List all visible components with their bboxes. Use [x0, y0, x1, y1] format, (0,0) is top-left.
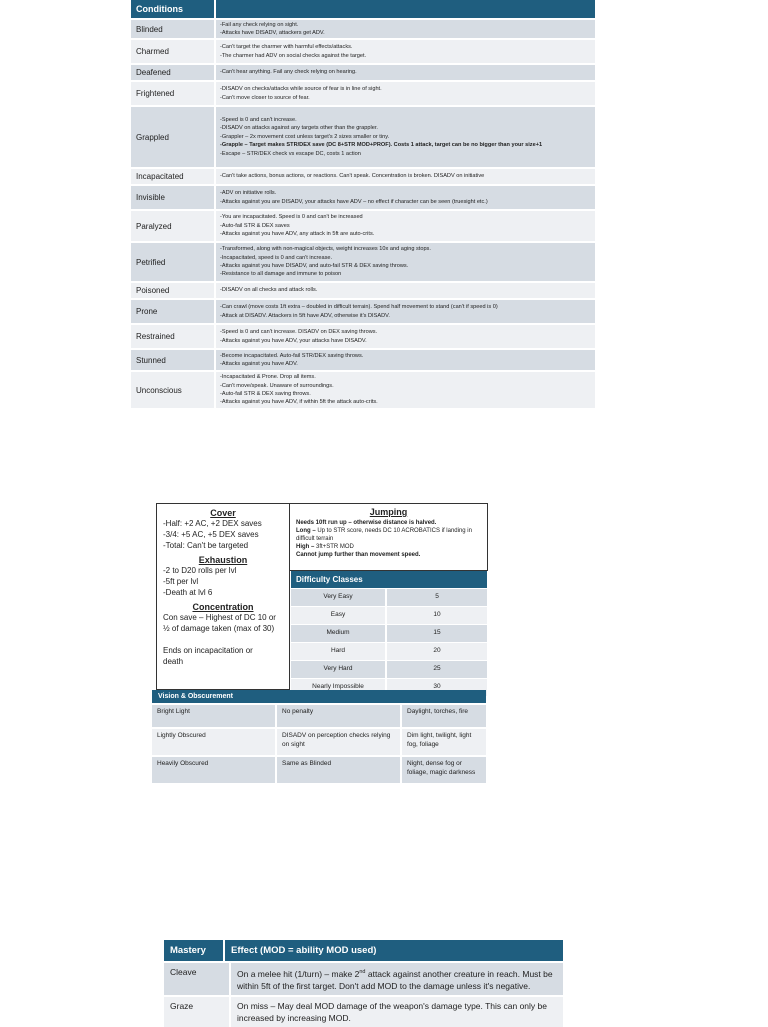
- jumping-lines: [296, 519, 481, 559]
- difficulty-dc: 10: [433, 611, 441, 618]
- condition-effect-line: -Attacks have DISADV, attackers get ADV.: [220, 30, 325, 36]
- cover-lines: [157, 518, 289, 551]
- concentration-line: death: [163, 657, 184, 666]
- condition-effect: [216, 40, 595, 63]
- condition-row: [131, 209, 595, 241]
- conditions-header-blank: [216, 0, 595, 18]
- cover-title: Cover: [210, 508, 236, 518]
- condition-row: [131, 18, 595, 38]
- vision-row: [152, 755, 486, 783]
- difficulty-label: Nearly Impossible: [291, 679, 387, 696]
- difficulty-dc: 20: [433, 647, 441, 654]
- condition-effect-line: -Attacks against you have ADV.: [220, 361, 298, 367]
- condition-effect-line: -Speed is 0 and can't increase. DISADV on DEX saving throws.: [220, 329, 378, 336]
- difficulty-dc: 25: [433, 665, 441, 672]
- vision-cell: Night, dense fog or foliage, magic darkness: [407, 760, 476, 776]
- difficulty-dc: 15: [433, 629, 441, 636]
- condition-row: [131, 323, 595, 348]
- condition-effect-line: -Fail any check relying on sight.: [220, 21, 299, 28]
- difficulty-label: Easy: [291, 607, 387, 624]
- condition-effect-line: -Can crawl (move costs 1ft extra – doubled in difficult terrain). Spend half movement to stand (can't if speed is 0): [220, 304, 498, 311]
- mastery-header: Mastery: [164, 940, 225, 961]
- condition-effect-line: -Auto-fail STR & DEX saving throws.: [220, 391, 311, 397]
- condition-row: [131, 370, 595, 408]
- exhaustion-line: -Death at lvl 6: [163, 588, 213, 597]
- condition-name: Grappled: [131, 107, 216, 167]
- condition-name: Deafened: [131, 65, 216, 80]
- condition-name: Prone: [131, 300, 216, 323]
- condition-name: Frightened: [131, 82, 216, 105]
- condition-effect-line: -Incapacitated & Prone. Drop all items.: [220, 374, 316, 381]
- condition-effect-line: -DISADV on attacks against any targets other than the grappler.: [220, 125, 378, 132]
- condition-effect-line: -Can't move closer to source of fear.: [220, 94, 310, 101]
- condition-effect: [216, 372, 595, 408]
- condition-row: [131, 80, 595, 105]
- jumping-line: [296, 527, 481, 543]
- condition-effect-line: -ADV on initiative rolls.: [220, 190, 277, 197]
- exhaustion-line: -2 to D20 rolls per lvl: [163, 566, 237, 575]
- vision-cell: Lightly Obscured: [152, 729, 277, 755]
- mastery-effect: [231, 997, 563, 1027]
- vision-cell: Bright Light: [152, 705, 277, 727]
- condition-name: Blinded: [131, 20, 216, 38]
- jumping-line-text: 3ft+STR MOD: [316, 544, 354, 550]
- cover-line: -Half: +2 AC, +2 DEX saves: [163, 519, 262, 528]
- exhaustion-line: -5ft per lvl: [163, 577, 199, 586]
- mastery-body: [164, 961, 563, 1027]
- exhaustion-title: Exhaustion: [198, 555, 248, 565]
- concentration-line: Ends on incapacitation or: [163, 646, 253, 655]
- jumping-line: [296, 543, 481, 551]
- condition-effect-line: -Incapacitated, speed is 0 and can't increase.: [220, 254, 333, 261]
- condition-name: Charmed: [131, 40, 216, 63]
- condition-row: [131, 298, 595, 323]
- condition-name: Incapacitated: [131, 169, 216, 184]
- vision-row: [152, 727, 486, 755]
- mastery-effect: [231, 963, 563, 995]
- condition-effect-line: -Attacks against you have ADV, any attack in 5ft are auto-crits.: [220, 231, 375, 238]
- condition-effect-line: -Attacks against you have DISADV, and auto-fail STR & DEX saving throws.: [220, 263, 409, 269]
- jumping-box: [290, 503, 488, 571]
- condition-effect: [216, 186, 595, 209]
- condition-effect-line: -Attacks against you have ADV, if within 5ft the attack auto-crits.: [220, 399, 378, 406]
- difficulty-label: Hard: [291, 643, 387, 660]
- condition-name: Petrified: [131, 243, 216, 281]
- rules-box: [156, 503, 290, 690]
- conditions-header: Conditions: [131, 0, 216, 18]
- jumping-line: [296, 519, 481, 527]
- vision-cell: Daylight, torches, fire: [407, 708, 469, 715]
- vision-header: Vision & Obscurement: [152, 690, 486, 703]
- condition-name: Paralyzed: [131, 211, 216, 241]
- mastery-header-row: [164, 940, 563, 961]
- concentration-title: Concentration: [192, 602, 254, 612]
- difficulty-row: [291, 660, 487, 678]
- concentration-lines: [157, 612, 289, 667]
- jumping-line-bold: Cannot jump further than movement speed.: [296, 552, 421, 558]
- jumping-line-bold: Long –: [296, 528, 318, 534]
- conditions-table: [131, 0, 595, 408]
- concentration-line: Con save – Highest of DC 10 or: [163, 613, 276, 622]
- condition-row: [131, 38, 595, 63]
- jumping-line-bold: Needs 10ft run up – otherwise distance is halved.: [296, 520, 437, 526]
- concentration-line: [157, 634, 289, 645]
- condition-effect: [216, 107, 595, 167]
- condition-effect-line: -Resistance to all damage and immune to poison: [220, 271, 342, 278]
- condition-effect: [216, 65, 595, 80]
- condition-effect-line: -Escape – STR/DEX check vs escape DC, costs 1 action: [220, 150, 361, 157]
- condition-row: [131, 241, 595, 281]
- difficulty-row: [291, 606, 487, 624]
- condition-effect-line: -The charmer had ADV on social checks against the target.: [220, 52, 367, 59]
- condition-effect-line: -DISADV on checks/attacks while source of fear is in line of sight.: [220, 86, 382, 93]
- vision-cell: Dim light, twilight, light fog, foliage: [407, 732, 472, 748]
- condition-effect: [216, 243, 595, 281]
- condition-effect-line: -Grappler – 2x movement cost unless target's 2 sizes smaller or tiny.: [220, 133, 390, 140]
- condition-effect: [216, 82, 595, 105]
- difficulty-row: [291, 624, 487, 642]
- condition-effect-line: -You are incapacitated. Speed is 0 and can't be increased: [220, 214, 363, 221]
- condition-name: Unconscious: [131, 372, 216, 408]
- condition-effect-line: -Grapple – Target makes STR/DEX save (DC 8+STR MOD+PROF). Costs 1 attack, target can be no bigger than your size+1: [220, 142, 543, 149]
- condition-effect: [216, 283, 595, 298]
- difficulty-body: [291, 588, 487, 696]
- conditions-body: [131, 18, 595, 408]
- mastery-row: [164, 995, 563, 1027]
- condition-effect-line: -DISADV on all checks and attack rolls.: [220, 287, 318, 294]
- vision-body: [152, 703, 486, 783]
- cover-line: -3/4: +5 AC, +5 DEX saves: [163, 530, 259, 539]
- condition-row: [131, 167, 595, 184]
- mastery-name: Graze: [164, 997, 231, 1027]
- conditions-header-row: [131, 0, 595, 18]
- mastery-effect-text-cont: attack against another creature in reach. Must be within 5ft of the first target. Don't add MOD to the damage unless it's negative.: [237, 968, 553, 991]
- mastery-effect-sup: nd: [359, 969, 366, 975]
- condition-effect-line: -Can't target the charmer with harmful effects/attacks.: [220, 44, 353, 51]
- condition-effect: [216, 169, 595, 184]
- jumping-line: [296, 551, 481, 559]
- condition-effect-line: -Can't hear anything. Fail any check relying on hearing.: [220, 69, 357, 76]
- condition-row: [131, 63, 595, 80]
- cover-line: -Total: Can't be targeted: [163, 541, 249, 550]
- vision-cell: Heavily Obscured: [152, 757, 277, 783]
- difficulty-label: Very Easy: [291, 589, 387, 606]
- condition-name: Stunned: [131, 350, 216, 370]
- mastery-name: Cleave: [164, 963, 231, 995]
- condition-effect-line: -Attacks against you have ADV, your attacks have DISADV.: [220, 337, 367, 344]
- condition-row: [131, 105, 595, 167]
- difficulty-row: [291, 588, 487, 606]
- condition-effect-line: -Can't take actions, bonus actions, or reactions. Can't speak. Concentration is broken. DISADV on initiative: [220, 173, 485, 180]
- difficulty-classes-table: [291, 571, 487, 696]
- difficulty-row: [291, 642, 487, 660]
- jumping-line-bold: High –: [296, 544, 317, 550]
- condition-effect-line: -Speed is 0 and can't increase.: [220, 116, 297, 123]
- condition-name: Restrained: [131, 325, 216, 348]
- concentration-line: ½ of damage taken (max of 30): [163, 624, 275, 633]
- condition-effect: [216, 325, 595, 348]
- mastery-effect-text: On a melee hit (1/turn) – make 2: [237, 968, 360, 979]
- condition-effect-line: -Become incapacitated. Auto-fail STR/DEX saving throws.: [220, 352, 364, 359]
- mastery-effect-text: On miss – May deal MOD damage of the weapon's damage type. This can only be increased by increasing MOD.: [237, 1000, 547, 1023]
- vision-cell: Same as Blinded: [277, 757, 402, 783]
- condition-effect-line: -Attacks against you are DISADV, your attacks have ADV – no effect if character can be seen (truesight etc.): [220, 198, 488, 205]
- difficulty-label: Very Hard: [291, 661, 387, 678]
- condition-effect-line: -Auto-fail STR & DEX saves: [220, 222, 290, 229]
- mastery-row: [164, 961, 563, 995]
- condition-effect: [216, 300, 595, 323]
- condition-row: [131, 184, 595, 209]
- difficulty-dc: 30: [433, 683, 441, 690]
- jumping-title: Jumping: [369, 507, 408, 517]
- vision-cell: No penalty: [277, 705, 402, 727]
- condition-row: [131, 348, 595, 370]
- mastery-table: [164, 940, 563, 1027]
- vision-cell: DISADV on perception checks relying on sight: [277, 729, 402, 755]
- condition-name: Poisoned: [131, 283, 216, 298]
- jumping-line-text: Up to STR score, needs DC 10 ACROBATICS if landing in difficult terrain: [296, 528, 472, 542]
- difficulty-header: Difficulty Classes: [291, 571, 487, 588]
- vision-row: [152, 703, 486, 727]
- exhaustion-lines: [157, 565, 289, 598]
- effect-header: Effect (MOD = ability MOD used): [231, 945, 377, 956]
- difficulty-label: Medium: [291, 625, 387, 642]
- condition-name: Invisible: [131, 186, 216, 209]
- condition-effect: [216, 211, 595, 241]
- vision-table: [152, 690, 486, 783]
- difficulty-dc: 5: [435, 593, 439, 600]
- condition-row: [131, 281, 595, 298]
- condition-effect: [216, 20, 595, 38]
- condition-effect-line: -Transformed, along with non-magical objects, weight increases 10x and aging stops.: [220, 246, 431, 253]
- condition-effect-line: -Attack at DISADV. Attackers in 5ft have ADV, otherwise it's DISADV.: [220, 312, 390, 319]
- condition-effect-line: -Can't move/speak. Unaware of surroundings.: [220, 382, 334, 389]
- condition-effect: [216, 350, 595, 370]
